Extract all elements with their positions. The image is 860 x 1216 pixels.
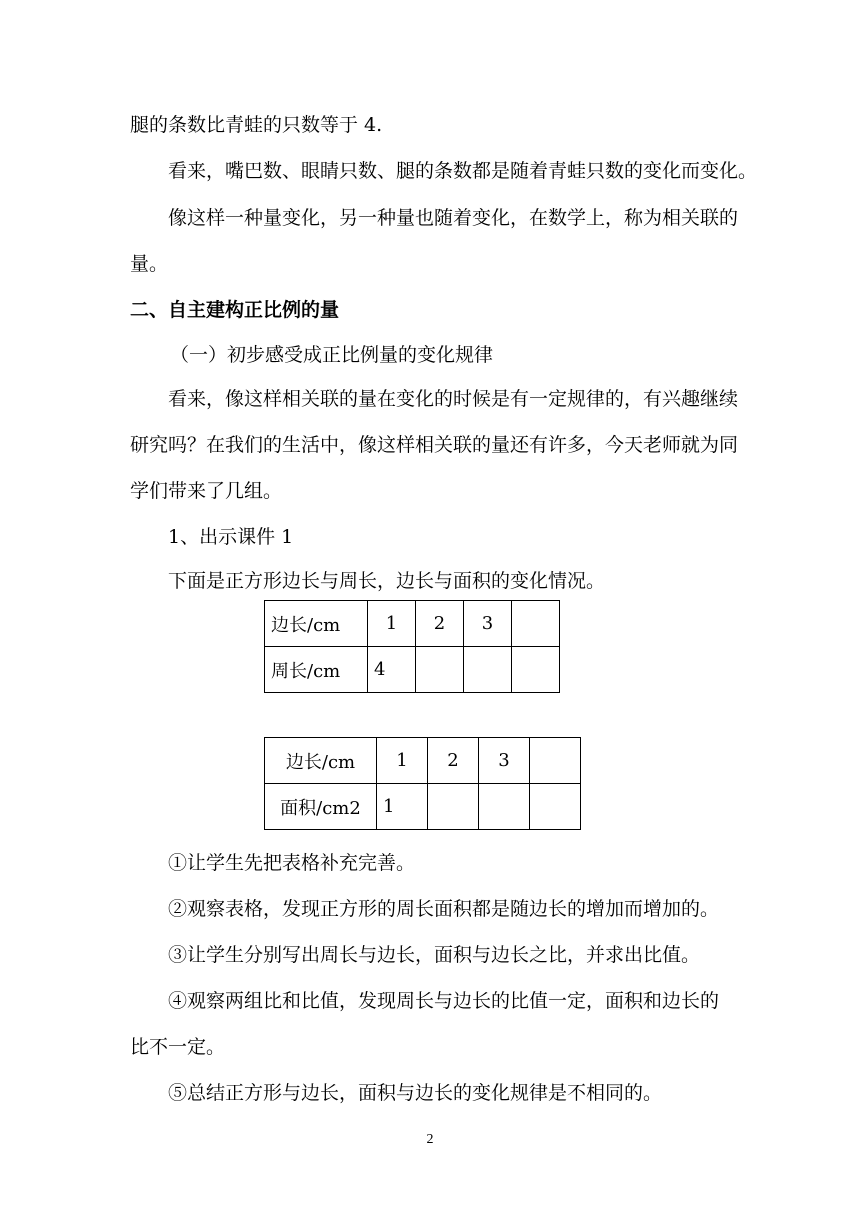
table-cell: 4 [368,647,416,693]
perimeter-table [264,600,560,693]
text-line: 研究吗？在我们的生活中，像这样相关联的量还有许多，今天老师就为同 [130,434,739,456]
step-line: 比不一定。 [130,1036,226,1058]
area-table [264,737,581,830]
table-cell: 周长/cm [265,647,368,693]
table-row [265,738,581,784]
table-cell: 1 [377,784,428,830]
text-line: 学们带来了几组。 [130,480,283,502]
text-line: 像这样一种量变化，另一种量也随着变化，在数学上，称为相关联的 [168,207,739,229]
table-cell [464,647,512,693]
step-line: ④观察两组比和比值，发现周长与边长的比值一定，面积和边长的 [168,990,720,1012]
table-cell: 3 [479,738,530,784]
table-row [265,647,560,693]
text-line: 腿的条数比青蛙的只数等于 4. [130,114,383,136]
table-cell [530,784,581,830]
section-heading: 二、自主建构正比例的量 [130,299,340,321]
table-cell: 1 [368,601,416,647]
text-line: 看来，嘴巴数、眼睛只数、腿的条数都是随着青蛙只数的变化而变化。 [168,160,758,182]
table-cell: 边长/cm [265,601,368,647]
table-cell: 3 [464,601,512,647]
table-cell [416,647,464,693]
step-line: ①让学生先把表格补充完善。 [168,852,416,874]
table-row [265,601,560,647]
table-cell: 面积/cm2 [265,784,377,830]
table-cell [479,784,530,830]
step-line: ②观察表格，发现正方形的周长面积都是随边长的增加而增加的。 [168,898,720,920]
table-cell [512,601,560,647]
table-cell: 1 [377,738,428,784]
table-row [265,784,581,830]
text-line: 看来，像这样相关联的量在变化的时候是有一定规律的，有兴趣继续 [168,388,739,410]
table-cell [512,647,560,693]
subsection-heading: （一）初步感受成正比例量的变化规律 [170,344,494,366]
text-line: 1、出示课件 1 [168,526,294,548]
table-cell [530,738,581,784]
step-line: ③让学生分别写出周长与边长，面积与边长之比，并求出比值。 [168,944,701,966]
table-cell [428,784,479,830]
text-line: 下面是正方形边长与周长，边长与面积的变化情况。 [168,570,606,592]
table-cell: 边长/cm [265,738,377,784]
page-number: 2 [426,1132,434,1147]
table-cell: 2 [416,601,464,647]
step-line: ⑤总结正方形与边长，面积与边长的变化规律是不相同的。 [168,1082,663,1104]
table-cell: 2 [428,738,479,784]
text-line: 量。 [130,253,169,275]
